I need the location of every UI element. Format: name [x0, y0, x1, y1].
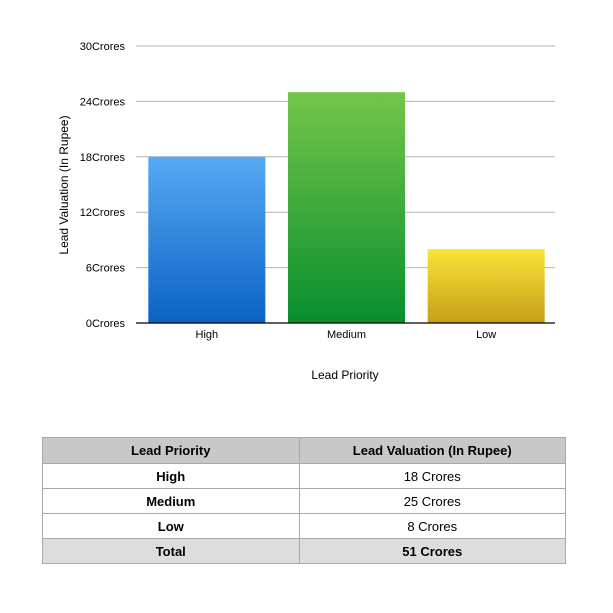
bar-high	[148, 157, 265, 323]
x-tick-label: Medium	[326, 329, 367, 341]
header-lead-priority: Lead Priority	[43, 438, 300, 464]
y-axis-ticks	[80, 41, 126, 330]
header-lead-valuation: Lead Valuation (In Rupee)	[299, 438, 566, 464]
y-tick-label: 0Crores	[85, 318, 125, 330]
x-axis-ticks	[196, 329, 497, 341]
x-tick-label: Low	[476, 329, 497, 341]
x-tick-label: High	[195, 329, 219, 341]
row-valuation: 8 Crores	[299, 514, 566, 539]
y-tick-label: 12Crores	[79, 207, 125, 220]
table-row	[43, 489, 566, 514]
y-tick-label: 24Crores	[79, 96, 125, 109]
row-priority: Low	[43, 514, 300, 539]
row-priority: High	[43, 464, 300, 489]
data-table	[42, 437, 566, 564]
bar-low	[428, 249, 545, 323]
y-tick-label: 18Crores	[79, 151, 125, 164]
y-axis-title: Lead Valuation (In Rupee)	[57, 115, 71, 255]
bar-medium	[288, 92, 405, 323]
row-valuation: 25 Crores	[299, 489, 566, 514]
y-tick-label: 30Crores	[79, 41, 125, 53]
bars	[148, 92, 544, 323]
table-header-row	[43, 438, 566, 464]
total-label: Total	[43, 539, 300, 564]
y-tick-label: 6Crores	[85, 262, 125, 275]
table-row	[43, 464, 566, 489]
table-row	[43, 514, 566, 539]
table-total-row	[43, 539, 566, 564]
x-axis-title: Lead Priority	[311, 368, 379, 382]
total-valuation: 51 Crores	[299, 539, 566, 564]
row-valuation: 18 Crores	[299, 464, 566, 489]
row-priority: Medium	[43, 489, 300, 514]
